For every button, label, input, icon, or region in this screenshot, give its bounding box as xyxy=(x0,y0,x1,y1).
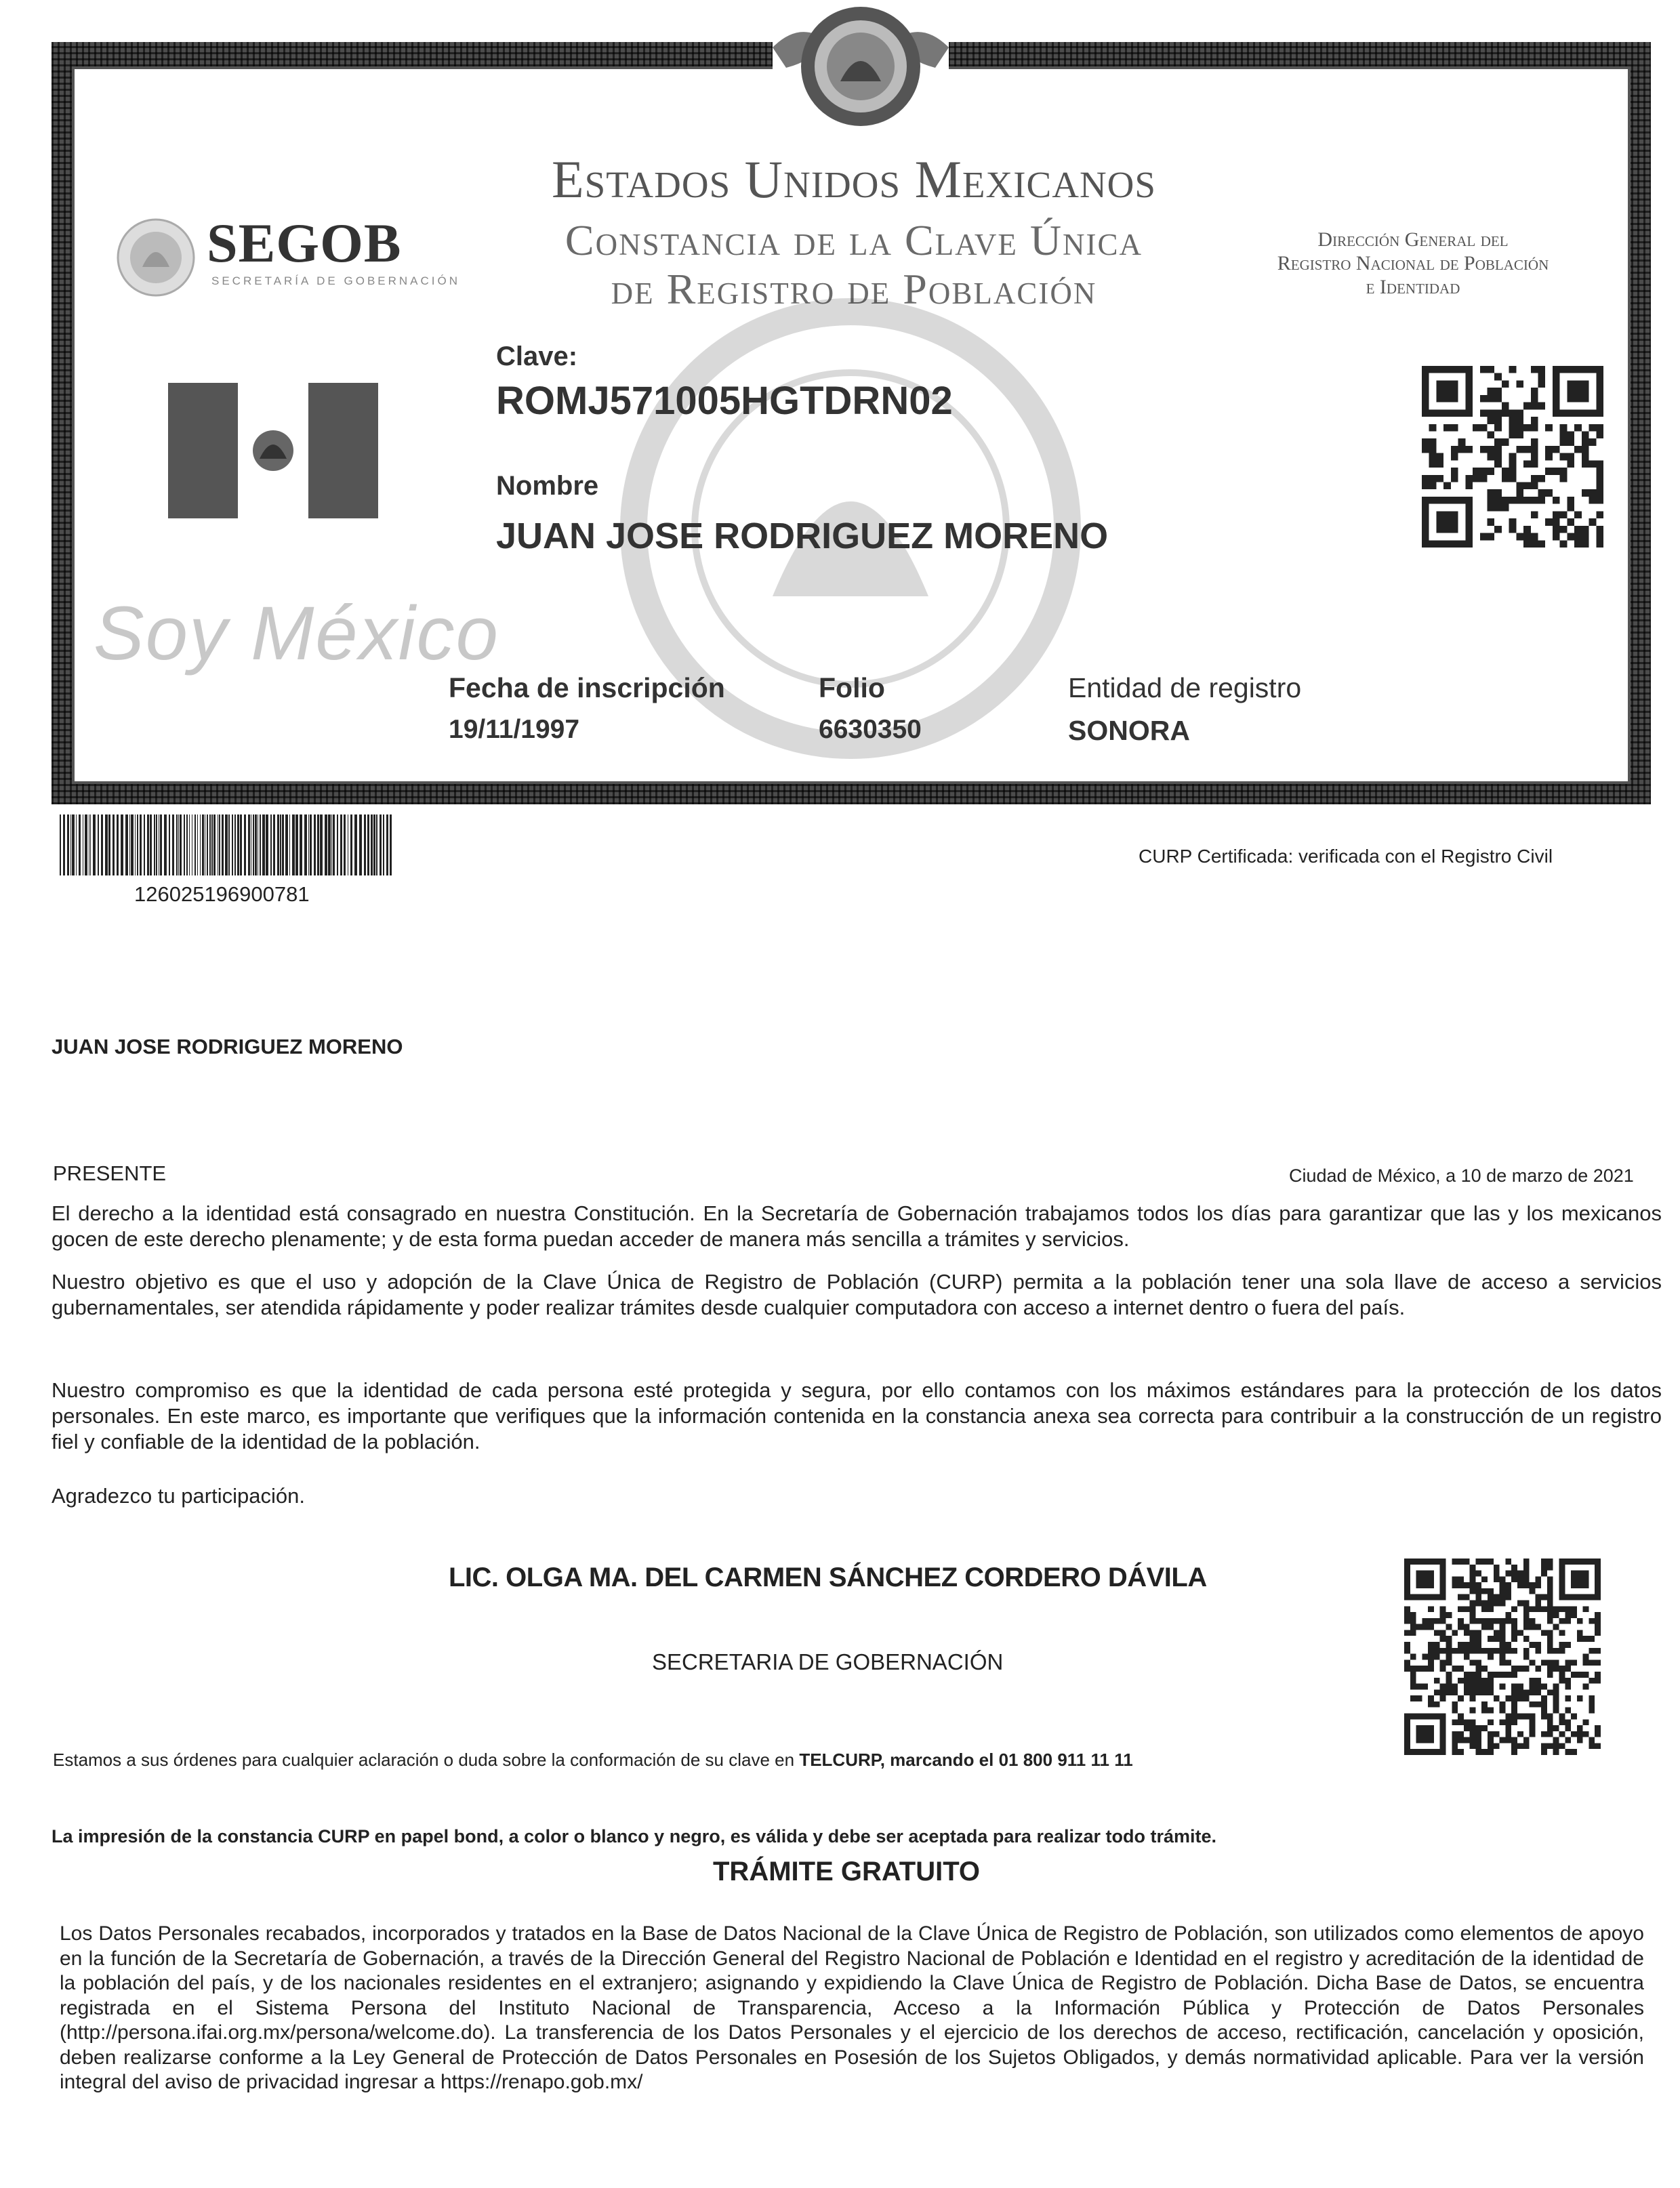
mexican-flag-icon xyxy=(168,383,378,518)
letter-paragraph-1: El derecho a la identidad está consagrado en nuestra Constitución. En la Secretaría de Gobernación trabajamos todos los días para garantizar que las y los mexicanos gocen de este derecho plenamente; y de esta forma puedan acceder de manera más sencilla a trámites y servicios. xyxy=(52,1201,1662,1251)
folio-label: Folio xyxy=(819,672,885,703)
letter-paragraph-2: Nuestro objetivo es que el uso y adopción de la Clave Única de Registro de Población (CURP) permita a la población tener una sola llave de acceso a servicios gubernamentales, ser atendida rápidamente y poder realizar trámites desde cualquier computadora con acceso a internet dentro o fuera del país. xyxy=(52,1270,1662,1319)
direction-line-1: Dirección General del xyxy=(1317,228,1509,251)
entidad-registro-value: SONORA xyxy=(1068,715,1190,746)
contact-text: Estamos a sus órdenes para cualquier aclaración o duda sobre la conformación de su clave en xyxy=(53,1750,800,1770)
title-estados-unidos-mexicanos: Estados Unidos Mexicanos xyxy=(552,150,1156,209)
soy-mexico-watermark: Soy México xyxy=(94,591,499,676)
direction-line-3: e Identidad xyxy=(1366,276,1460,298)
barcode-number: 126025196900781 xyxy=(134,882,310,906)
national-seal-icon xyxy=(773,0,949,133)
segob-seal-icon xyxy=(115,217,197,298)
curp-certificada-note: CURP Certificada: verificada con el Registro Civil xyxy=(1139,846,1553,867)
letter-paragraph-3: Nuestro compromiso es que la identidad de cada persona esté protegida y segura, por ello contamos con los máximos estándares para la protección de los datos personales. En este marco, es importante que verifiques que la información contenida en la constancia anexa sea correcta para contribuir a la construcción de un registro fiel y confiable de la identidad de la población. xyxy=(52,1378,1662,1453)
nombre-value: JUAN JOSE RODRIGUEZ MORENO xyxy=(496,516,1109,556)
direction-line-2: Registro Nacional de Población xyxy=(1277,252,1549,274)
fecha-inscripcion-value: 19/11/1997 xyxy=(449,715,580,744)
print-validity-note: La impresión de la constancia CURP en papel bond, a color o blanco y negro, es válida y debe ser aceptada para realizar todo trámite. xyxy=(52,1826,1217,1846)
privacy-notice: Los Datos Personales recabados, incorporados y tratados en la Base de Datos Nacional de la Clave Única de Registro de Población, son utilizados como elementos de apoyo en la función de la Secretaría de Gobernación, a través de la Dirección General del Registro Nacional de Población e Identidad en el registro y acreditación de la identidad de la población del país, y de los nacionales residentes en el extranjero; asignando y expidiendo la Clave Única de Registro de Población. Dicha Base de Datos, se encuentra registrada en el Sistema Persona del Instituto Nacional de Transparencia, Acceso a la Información Pública y Protección de Datos Personales (http://persona.ifai.org.mx/persona/welcome.do). La transferencia de los Datos Personales y el ejercicio de los derechos de acceso, rectificación, cancelación y oposición, deben realizarse conforme a la Ley General de Protección de Datos Personales en Posesión de los Sujetos Obligados, y demás normatividad aplicable. Para ver la versión integral del aviso de privacidad ingresar a https://renapo.gob.mx/ xyxy=(60,1922,1644,2093)
signer-name: LIC. OLGA MA. DEL CARMEN SÁNCHEZ CORDERO DÁVILA xyxy=(449,1563,1207,1592)
clave-value: ROMJ571005HGTDRN02 xyxy=(496,379,953,423)
fecha-inscripcion-label: Fecha de inscripción xyxy=(449,672,725,703)
letter-closing: Agradezco tu participación. xyxy=(52,1484,305,1508)
entidad-registro-label: Entidad de registro xyxy=(1068,672,1302,703)
segob-subtitle: SECRETARÍA DE GOBERNACIÓN xyxy=(211,274,461,287)
letter-addressee: JUAN JOSE RODRIGUEZ MORENO xyxy=(52,1035,403,1058)
letter-date-place: Ciudad de México, a 10 de marzo de 2021 xyxy=(1289,1165,1634,1186)
tramite-gratuito-heading: TRÁMITE GRATUITO xyxy=(713,1857,981,1886)
clave-label: Clave: xyxy=(496,342,578,371)
barcode-icon xyxy=(60,814,393,875)
contact-note xyxy=(53,1750,1133,1771)
title-constancia: Constancia de la Clave Única xyxy=(565,216,1143,264)
nombre-label: Nombre xyxy=(496,471,599,501)
title-registro-poblacion: de Registro de Población xyxy=(611,265,1097,313)
qr-code-icon xyxy=(1422,366,1603,548)
folio-value: 6630350 xyxy=(819,715,922,744)
letter-presente: PRESENTE xyxy=(53,1161,167,1185)
signer-role: SECRETARIA DE GOBERNACIÓN xyxy=(652,1649,1004,1674)
qr-code-signature-icon xyxy=(1403,1559,1602,1755)
contact-telcurp: TELCURP, marcando el 01 800 911 11 11 xyxy=(799,1750,1133,1770)
segob-logo-text: SEGOB xyxy=(207,212,402,274)
